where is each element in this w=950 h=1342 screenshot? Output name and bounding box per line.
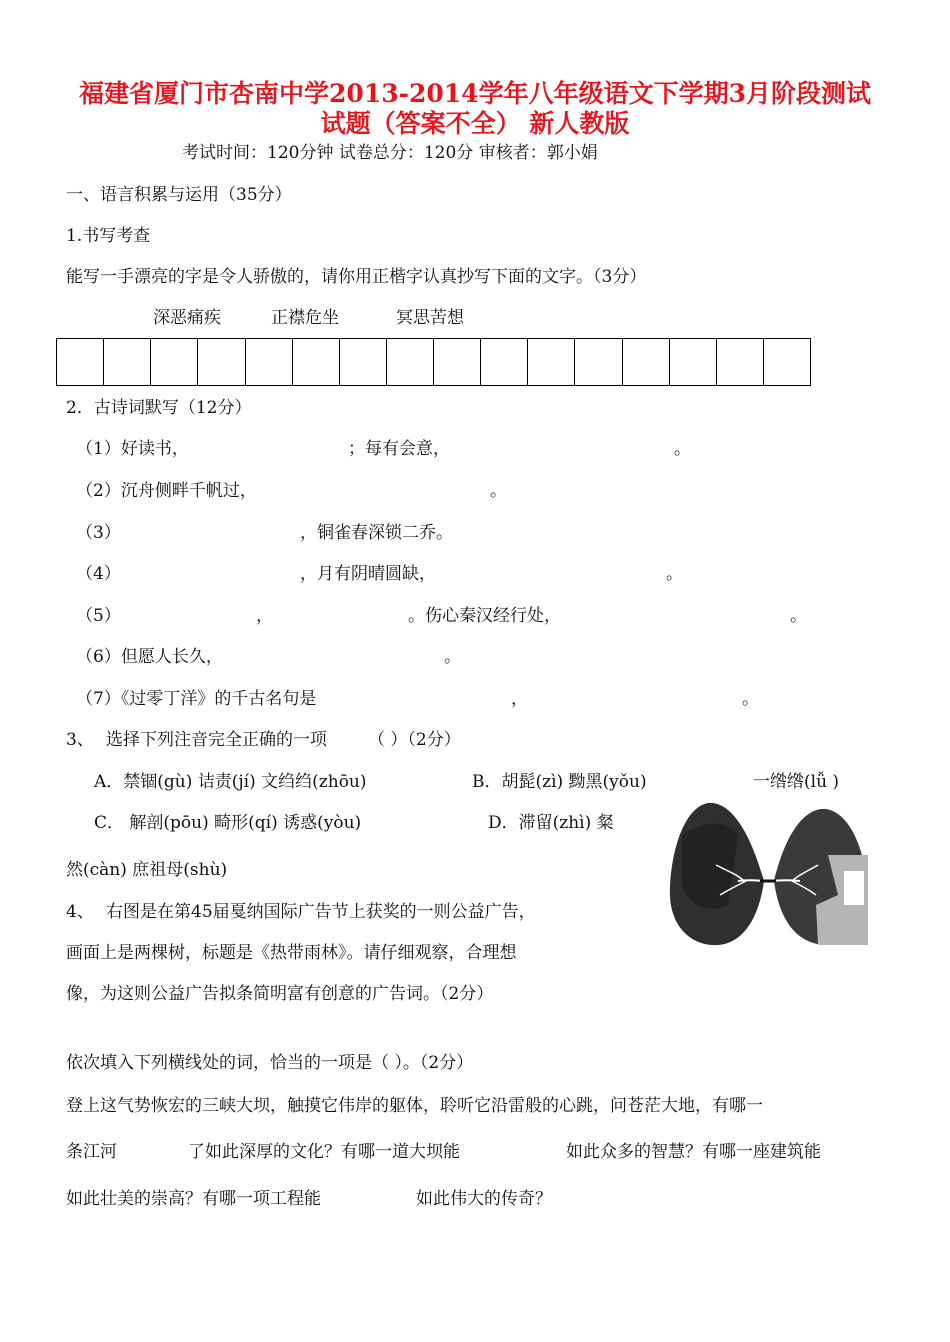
exam-meta: 考试时间：120分钟 试卷总分：120分 审核者：郭小娟 bbox=[182, 143, 598, 163]
q2-line-1c: 。 bbox=[674, 439, 691, 459]
writing-grid-cell[interactable] bbox=[104, 339, 151, 385]
q2-line-2b: 。 bbox=[490, 481, 507, 501]
q2-line-3a: （3） bbox=[76, 523, 121, 543]
writing-grid-cell[interactable] bbox=[198, 339, 245, 385]
writing-grid-cell[interactable] bbox=[387, 339, 434, 385]
q5-passage-line-3b: 如此伟大的传奇？ bbox=[416, 1189, 552, 1209]
q2-line-1b: ；每有会意， bbox=[348, 439, 450, 459]
writing-grid-cell[interactable] bbox=[670, 339, 717, 385]
page-title-line1: 福建省厦门市杏南中学2013-2014学年八年级语文下学期3月阶段测试 bbox=[79, 79, 871, 108]
writing-grid-cell[interactable] bbox=[57, 339, 104, 385]
q2-line-5d: 。 bbox=[790, 606, 807, 626]
q3-option-b: B．胡髭(zì) 黝黑(yǒu) bbox=[472, 772, 647, 792]
q3-answer-paren: （ ）（2分） bbox=[368, 730, 461, 750]
q4-number: 4、 bbox=[66, 902, 94, 922]
q5-passage-line-2c: 如此众多的智慧？有哪一座建筑能 bbox=[566, 1142, 821, 1162]
q2-line-5c: 。伤心秦汉经行处， bbox=[408, 606, 561, 626]
q3-option-d-cont: 然(càn) 庶祖母(shù) bbox=[66, 860, 228, 880]
q1-instruction: 能写一手漂亮的字是令人骄傲的，请你用正楷字认真抄写下面的文字。（3分） bbox=[66, 267, 647, 287]
writing-grid-cell[interactable] bbox=[434, 339, 481, 385]
q2-line-4b: ，月有阴晴圆缺， bbox=[300, 564, 436, 584]
q5-passage-line-1: 登上这气势恢宏的三峡大坝，触摸它伟岸的躯体，聆听它沿雷般的心跳，问苍茫大地，有哪一 bbox=[66, 1096, 763, 1116]
q2-line-7a: （7）《过零丁洋》的千古名句是 bbox=[76, 689, 317, 709]
q5-stem: 依次填入下列横线处的词，恰当的一项是（ ）。（2分） bbox=[66, 1053, 474, 1073]
writing-grid-cell[interactable] bbox=[764, 339, 810, 385]
writing-grid-cell[interactable] bbox=[151, 339, 198, 385]
q2-line-5a: （5） bbox=[76, 606, 121, 626]
q2-line-4a: （4） bbox=[76, 564, 121, 584]
q1-word-1: 深恶痛疾 bbox=[153, 308, 221, 328]
q2-line-2a: （2）沉舟侧畔千帆过， bbox=[76, 481, 257, 501]
q3-option-c: C． 解剖(pōu) 畸形(qí) 诱惑(yòu) bbox=[94, 813, 362, 833]
writing-grid-cell[interactable] bbox=[717, 339, 764, 385]
writing-grid-cell[interactable] bbox=[623, 339, 670, 385]
q2-title: 2．古诗词默写（12分） bbox=[66, 398, 252, 418]
writing-grid-cell[interactable] bbox=[340, 339, 387, 385]
q2-line-3b: ，铜雀春深锁二乔。 bbox=[300, 523, 453, 543]
page-title-line2: 试题（答案不全） 新人教版 bbox=[320, 109, 630, 138]
q1-word-3: 冥思苦想 bbox=[396, 308, 464, 328]
q1-title: 1.书写考查 bbox=[66, 226, 151, 246]
q5-passage-line-3a: 如此壮美的崇高？有哪一项工程能 bbox=[66, 1189, 321, 1209]
q2-line-1a: （1）好读书， bbox=[76, 439, 189, 459]
q5-passage-line-2b: 了如此深厚的文化？有哪一道大坝能 bbox=[188, 1142, 460, 1162]
q2-line-7b: ， bbox=[511, 689, 528, 709]
q2-line-6a: （6）但愿人长久， bbox=[76, 647, 223, 667]
q3-option-d: D．滞留(zhì) 粲 bbox=[488, 813, 614, 833]
q3-number: 3、 bbox=[66, 730, 94, 750]
q1-word-2: 正襟危坐 bbox=[271, 308, 339, 328]
writing-grid-cell[interactable] bbox=[246, 339, 293, 385]
q2-line-4c: 。 bbox=[666, 564, 683, 584]
q2-line-7c: 。 bbox=[742, 689, 759, 709]
q3-stem: 选择下列注音完全正确的一项 bbox=[106, 730, 327, 750]
section-heading: 一、语言积累与运用（35分） bbox=[66, 185, 292, 205]
q4-line-3: 像，为这则公益广告拟条简明富有创意的广告词。（2分） bbox=[66, 984, 494, 1004]
q3-option-b-cont: 一绺绺(lǚ ) bbox=[753, 772, 840, 792]
q5-passage-line-2a: 条江河 bbox=[66, 1142, 117, 1162]
writing-grid bbox=[56, 338, 811, 386]
lung-trees-image bbox=[668, 795, 868, 947]
writing-grid-cell[interactable] bbox=[293, 339, 340, 385]
writing-grid-cell[interactable] bbox=[575, 339, 622, 385]
q4-line-1: 右图是在第45届戛纳国际广告节上获奖的一则公益广告， bbox=[106, 902, 536, 922]
q4-line-2: 画面上是两棵树，标题是《热带雨林》。请仔细观察，合理想 bbox=[66, 943, 517, 963]
q3-option-a: A．禁锢(gù) 诘责(jí) 文绉绉(zhōu) bbox=[94, 772, 367, 792]
q2-line-6b: 。 bbox=[444, 647, 461, 667]
writing-grid-cell[interactable] bbox=[528, 339, 575, 385]
writing-grid-cell[interactable] bbox=[481, 339, 528, 385]
q2-line-5b: ， bbox=[256, 606, 273, 626]
